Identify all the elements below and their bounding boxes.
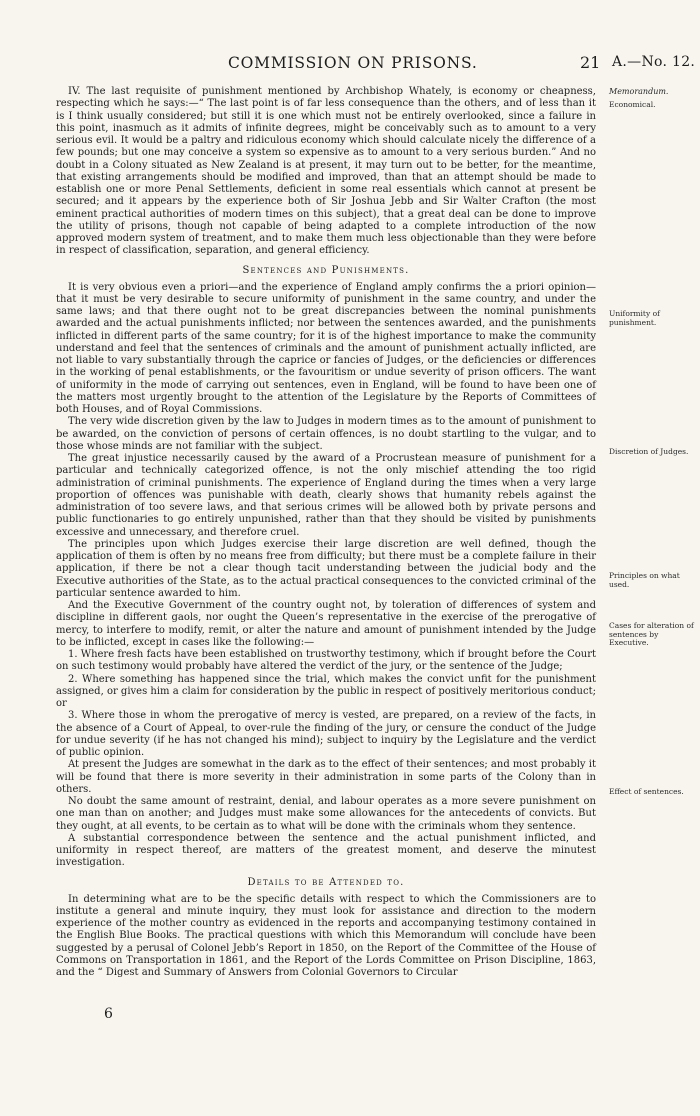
margin-note-principles: Principles on what used. — [609, 571, 680, 589]
list-item: 2. Where something has happened since the trial, which makes the convict unfit for the punishment assigned, or gives him a claim for consideration by the public in respect of positively meritorious conduct; or — [56, 673, 596, 709]
paragraph: It is very obvious even a priori—and the experience of England amply confirms the a priori opinion—that it must be very desirable to secure uniformity of punishment in the same country, and under the same laws; and that there ought not to be great discrepancies between the nominal punishments awarded and the actual punishments inflicted; nor between the sentences awarded, and the punishments inflicted in different parts of the same country; for it is of the highest importance to make the community understand and feel that the sentences of criminals and the amount of punishment actually inflicted, are not liable to vary substantially through the caprice or fancies of Judges, or the deficiencies or differences in the working of penal establishments, or the favouritism or undue severity of prison officers. The want of uniformity in the mode of carrying out sentences, even in England, will be found to have been one of the matters most urgently brought to the attention of the Legislature by the Reports of Committees of both Houses, and of Royal Commissions. — [56, 281, 596, 415]
section-heading-sentences: Sentences and Punishments. — [242, 264, 410, 276]
page-number: 21 — [580, 53, 601, 72]
paragraph: And the Executive Government of the country ought not, by toleration of differences of system and discipline in different gaols, nor ought the Queen’s representative in the exercise of the prerogative of mercy, to interfere to modify, remit, or alter the nature and amount of punishment intended by the Judge to be inflicted, except in cases like the following:— — [56, 600, 596, 648]
economy-paragraph: IV. The last requisite of punishment mentioned by Archbishop Whately, is economy or cheapness, respecting which he says:—“ The last point is of far less consequence than the others, and of less than it is I think usually considered; but still it is one which must not be entirely overlooked, since a failure in this point, inasmuch as it admits of infinite degrees, might be conceivably such as to amount to a very serious evil. It would be a paltry and ridiculous economy which should calculate nicely the difference of a few pounds; but one may conceive a system so expensive as to amount to a very serious burden.” And no doubt in a Colony situated as New Zealand is at present, it may turn out to be better, for the meantime, that existing arrangements should be modified and improved, than that an attempt should be made to establish one or more Penal Settlements, deficient in some real essentials which cannot at present be secured; and it appears by the experience both of Sir Joshua Jebb and Sir Walter Crafton (the most eminent practical authorities of modern times on this subject), that a great deal can be done to improve the utility of prisons, though not capable of being adapted to a complete introduction of the now approved modern system of treatment, and to make them much less objectionable than they were before in respect of classification, separation, and general efficiency. — [56, 86, 596, 257]
margin-note-economical: Economical. — [609, 100, 656, 109]
paragraph: At present the Judges are somewhat in the dark as to the effect of their sentences; and most probably it will be found that there is more severity in their administration in some parts of the Colony than in others. — [56, 759, 596, 795]
margin-note-effect: Effect of sentences. — [609, 787, 684, 796]
paragraph: A substantial correspondence between the sentence and the actual punishment inflicted, and uniformity in respect thereof, are matters of the greatest moment, and deserve the minutest investigation. — [56, 832, 596, 869]
page-header — [0, 54, 700, 76]
margin-note-cases: Cases for alteration of sentences by Executive. — [609, 621, 694, 647]
list-item: 3. Where those in whom the prerogative of mercy is vested, are prepared, on a review of the facts, in the absence of a Court of Appeal, to over-rule the finding of the jury, or censure the conduct of the Judge for undue severity (if he has not changed his mind); subject to inquiry by the Legislature and the verdict of public opinion. — [56, 710, 596, 758]
running-title: COMMISSION ON PRISONS. — [228, 54, 478, 72]
list-item: 1. Where fresh facts have been established on trustworthy testimony, which if brought before the Court on such testimony would probably have altered the verdict of the jury, or the sentence of the Judge; — [56, 649, 596, 673]
paragraph: The great injustice necessarily caused by the award of a Procrustean measure of punishment for a particular and technically categorized offence, is not the only mischief attending the too rigid administration of criminal punishments. The experience of England during the times when a very large proportion of offences was punishable with death, clearly shows that humanity rebels against the administration of too severe laws, and that serious crimes will be allowed both by private persons and public functionaries to go entirely unpunished, rather than that they should be visited by punishments excessive and unnecessary, and therefore cruel. — [56, 453, 596, 538]
paragraph: In determining what are to be the specific details with respect to which the Commissioners are to institute a general and minute inquiry, they must look for assistance and direction to the modern experience of the mother country as evidenced in the reports and accompanying testimony contained in the English Blue Books. The practical questions with which this Memorandum will conclude have been suggested by a perusal of Colonel Jebb’s Report in 1850, on the Report of the Committee of the House of Commons on Transportation in 1861, and the Report of the Lords Committee on Prison Discipline, 1863, and the “ Digest and Summary of Answers from Colonial Governors to Circular — [56, 893, 596, 978]
section-heading-details: Details to be Attended to. — [247, 876, 405, 888]
paragraph: The principles upon which Judges exercise their large discretion are well defined, though the application of them is often by no means free from difficulty; but there must be a complete failure in their application, if there be not a clear though tacit understanding between the judicial body and the Executive authorities of the State, as to the actual practical consequences to the convicted criminal of the particular sentence awarded to him. — [56, 538, 596, 599]
margin-note-discretion: Discretion of Judges. — [609, 447, 689, 456]
paragraph: No doubt the same amount of restraint, denial, and labour operates as a more severe punishment on one man than on another; and Judges must make some allowances for the antecedents of convicts. But they ought, at all events, to be certain as to what will be done with the criminals whom they sentence. — [56, 796, 596, 832]
document-number: A.—No. 12. — [612, 54, 696, 70]
paragraph: The very wide discretion given by the law to Judges in modern times as to the amount of punishment to be awarded, on the conviction of persons of certain offences, is no doubt startling to the vulgar, and to those whose minds are not familiar with the subject. — [56, 416, 596, 452]
signature-mark: 6 — [104, 1006, 113, 1022]
margin-note-memorandum: Memorandum. — [609, 87, 669, 96]
margin-note-uniformity: Uniformity of punishment. — [609, 309, 660, 327]
main-text — [56, 86, 596, 979]
